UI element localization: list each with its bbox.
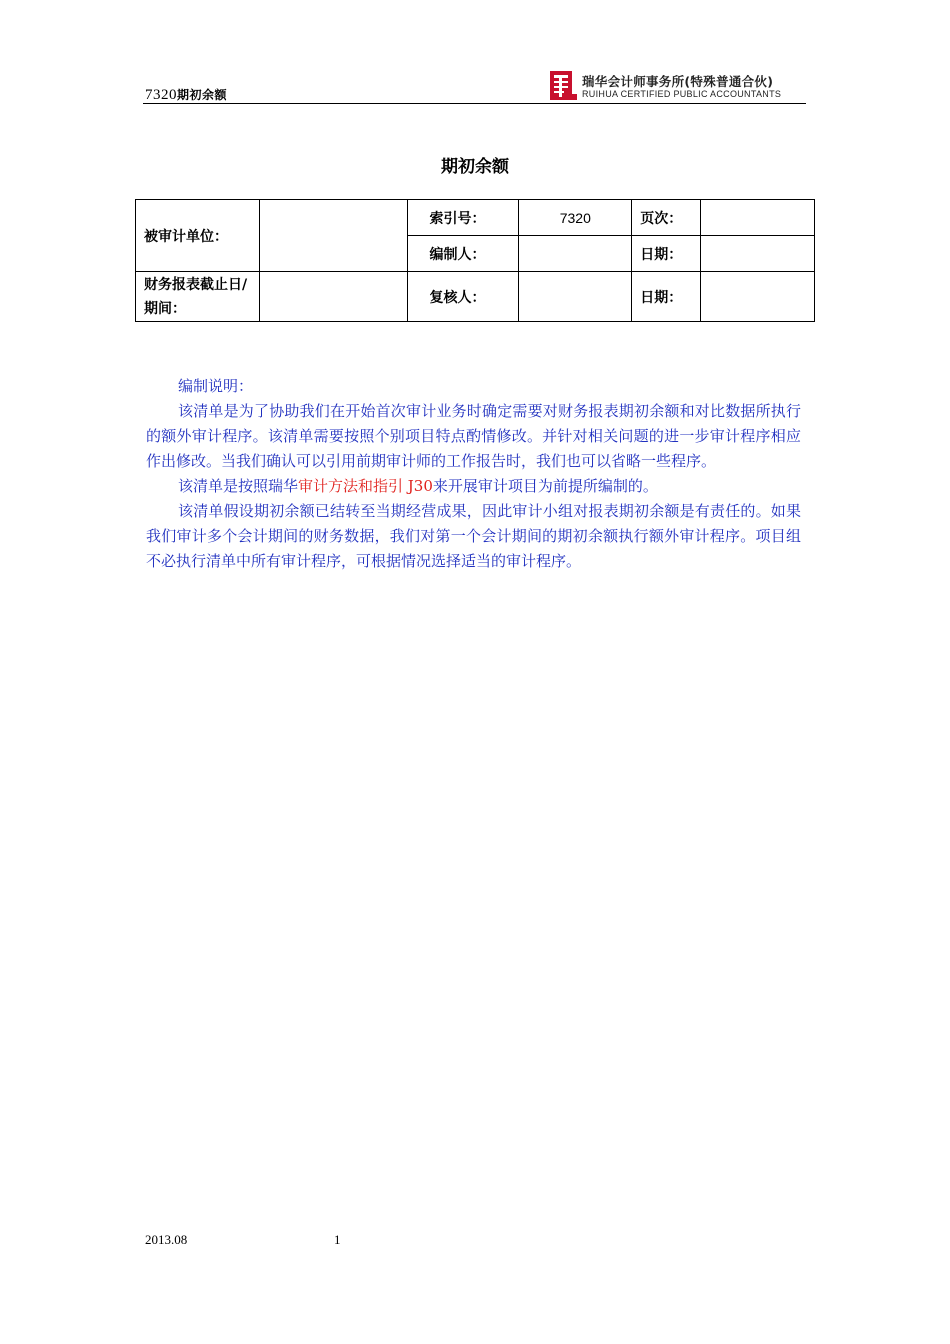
header-doc-label [145, 86, 227, 104]
reviewer-label: 复核人： [407, 272, 519, 322]
notes-paragraph-3: 该清单假设期初余额已结转至当期经营成果，因此审计小组对报表期初余额是有责任的。如果我们审计多个会计期间的财务数据，我们对第一个会计期间的期初余额执行额外审计程序。项目组不必执行清单中所有审计程序，可根据情况选择适当的审计程序。 [146, 502, 801, 570]
notes-paragraph-1: 该清单是为了协助我们在开始首次审计业务时确定需要对财务报表期初余额和对比数据所执行的额外审计程序。该清单需要按照个别项目特点酌情修改。并针对相关问题的进一步审计程序相应作出修改。当我们确认可以引用前期审计师的工作报告时，我们也可以省略一些程序。 [146, 402, 801, 470]
date-field-1[interactable] [701, 236, 815, 272]
notes-heading: 编制说明： [178, 377, 254, 395]
header-code: 7320 [145, 87, 177, 103]
preparer-field[interactable] [519, 236, 632, 272]
preparation-notes [146, 374, 801, 574]
preparer-label: 编制人： [407, 236, 519, 272]
header-divider [143, 103, 806, 104]
firm-name-en: RUIHUA CERTIFIED PUBLIC ACCOUNTANTS [582, 89, 782, 99]
notes-p2-after: 来开展审计项目为前提所编制的。 [432, 477, 658, 495]
date-label-2: 日期： [632, 272, 701, 322]
index-label: 索引号： [407, 200, 519, 236]
period-label: 财务报表截止日/期间： [136, 272, 260, 322]
page-field[interactable] [701, 200, 815, 236]
page-title: 期初余额 [441, 157, 509, 177]
footer-page-number: 1 [334, 1232, 341, 1247]
header-name: 期初余额 [177, 88, 228, 102]
notes-p2-before: 该清单是按照瑞华 [178, 477, 299, 495]
date-label-1: 日期： [632, 236, 701, 272]
page-label: 页次： [632, 200, 701, 236]
reviewer-field[interactable] [519, 272, 632, 322]
audit-info-table [135, 199, 815, 322]
auditee-field[interactable] [259, 200, 407, 272]
period-field[interactable] [259, 272, 407, 322]
firm-name-cn: 瑞华会计师事务所(特殊普通合伙) [582, 74, 774, 89]
auditee-label: 被审计单位： [136, 200, 260, 272]
notes-p2-reference: 审计方法和指引 J30 [298, 477, 433, 495]
notes-paragraph-2 [146, 474, 801, 499]
index-value[interactable]: 7320 [519, 200, 632, 236]
ruihua-logo-icon [548, 70, 578, 102]
date-field-2[interactable] [701, 272, 815, 322]
footer-date: 2013.08 [145, 1232, 188, 1247]
